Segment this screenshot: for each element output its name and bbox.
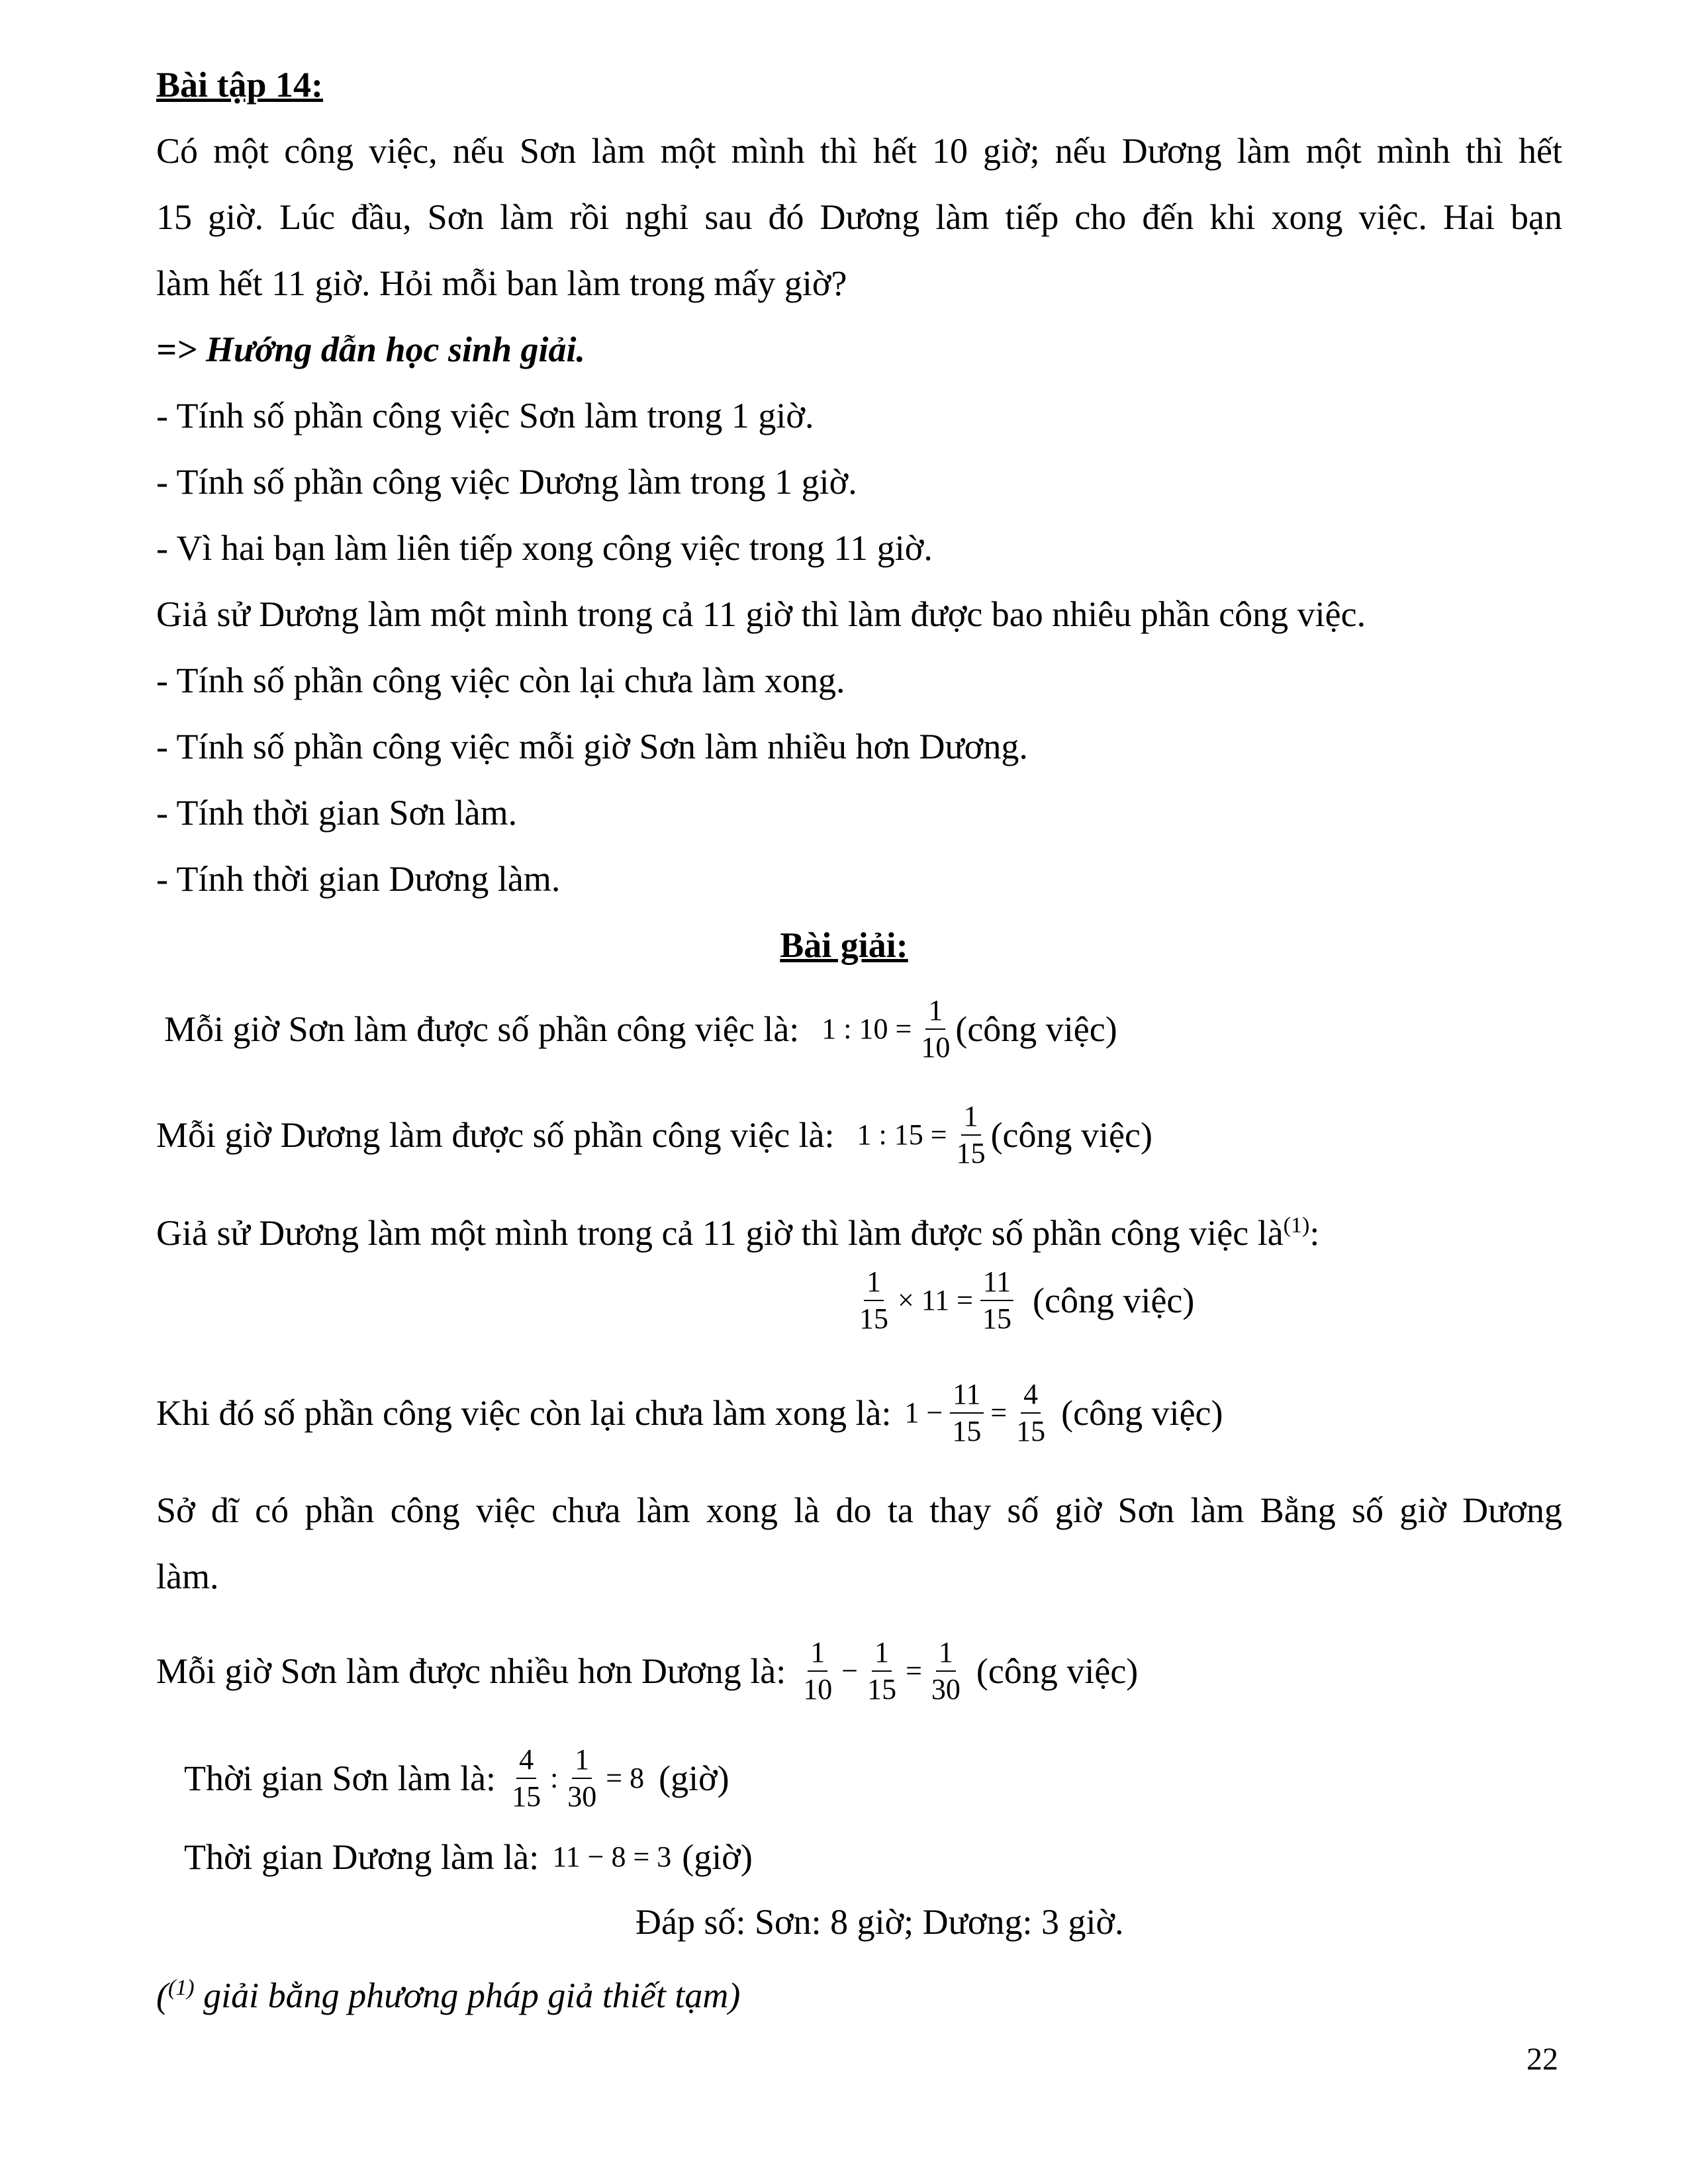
step-1-unit: (công việc) [955,1009,1117,1049]
problem-line-2: 15 giờ. Lúc đầu, Sơn làm rồi nghỉ sau đó Dương làm tiếp cho đến khi xong việc. Hai bạn [156,197,1562,237]
step-5-line-1: Sở dĩ có phần công việc chưa làm xong là do ta thay số giờ Sơn làm Bằng số giờ Dương [156,1490,1562,1530]
step-7-text: Thời gian Sơn làm là: [184,1758,496,1798]
step-3-text: Giả sử Dương làm một mình trong cả 11 giờ thì làm được số phần công việc là [156,1213,1284,1253]
step-7-result: = 8 [606,1762,645,1794]
fraction-numerator: 1 [925,993,945,1030]
step-1-text: Mỗi giờ Sơn làm được số phần công việc là: [164,1009,800,1049]
fraction-numerator: 11 [980,1264,1013,1301]
step-8-unit: (giờ) [682,1837,753,1877]
step-3-fraction-1 [857,1264,891,1337]
footnote-open: ( [156,1976,168,2015]
fraction-numerator: 1 [572,1742,592,1779]
fraction-denominator: 10 [921,1031,951,1064]
solution-heading: Bài giải: [780,925,908,965]
footnote [156,1967,740,2017]
fraction-numerator: 1 [864,1264,884,1301]
step-6-unit: (công việc) [976,1651,1139,1691]
guide-step: - Tính số phần công việc Dương làm trong 1 giờ. [156,462,857,502]
step-2-unit: (công việc) [990,1115,1152,1155]
guide-step: - Tính số phần công việc còn lại chưa làm xong. [156,660,845,700]
step-7-fraction-2 [565,1742,599,1815]
fraction-denominator: 30 [567,1780,597,1813]
fraction-numerator: 4 [516,1742,536,1779]
step-4-eq: = [990,1396,1008,1429]
step-2-text: Mỗi giờ Dương làm được số phần công việc là: [156,1115,835,1155]
fraction-numerator: 11 [950,1377,983,1414]
guide-step: Giả sử Dương làm một mình trong cả 11 giờ thì làm được bao nhiêu phần công việc. [156,594,1366,634]
exercise-title: Bài tập 14: [156,65,324,105]
step-6-minus: − [841,1655,859,1687]
step-6-fraction-2 [865,1635,899,1707]
solution-step-4 [156,1377,1223,1449]
guide-step: - Tính số phần công việc mỗi giờ Sơn làm nhiều hơn Dương. [156,727,1028,766]
fraction-denominator: 15 [982,1302,1011,1335]
problem-line-3: làm hết 11 giờ. Hỏi mỗi ban làm trong mấy giờ? [156,263,847,303]
solution-step-2 [156,1099,1152,1171]
solution-step-6 [156,1635,1138,1707]
footnote-marker: (1) [167,1976,195,2000]
guide-step: - Vì hai bạn làm liên tiếp xong công việc trong 11 giờ. [156,528,933,568]
step-3-mid: × 11 = [898,1284,973,1316]
step-8-expr: 11 − 8 = 3 [552,1840,672,1873]
step-8-text: Thời gian Dương làm là: [184,1837,539,1877]
step-2-expr: 1 : 15 = [857,1118,947,1151]
step-6-fraction-3 [929,1635,963,1707]
fraction-denominator: 10 [803,1673,833,1706]
solution-step-1 [164,993,1117,1066]
step-6-text: Mỗi giờ Sơn làm được nhiều hơn Dương là: [156,1651,786,1691]
step-1-expr: 1 : 10 = [821,1013,912,1045]
step-4-fraction-1 [949,1377,984,1449]
step-7-fraction-1 [509,1742,543,1815]
fraction-numerator: 1 [872,1635,892,1672]
footnote-text: giải bằng phương pháp giả thiết tạm) [194,1976,741,2015]
fraction-numerator: 1 [961,1099,981,1136]
step-6-eq: = [906,1655,922,1687]
fraction-denominator: 15 [1016,1415,1046,1447]
guide-step: - Tính thời gian Sơn làm. [156,793,518,833]
step-3-fraction-2 [980,1264,1014,1337]
fraction-denominator: 15 [956,1137,986,1169]
page-number: 22 [1526,2042,1558,2077]
step-7-unit: (giờ) [659,1758,729,1798]
step-4-pre: 1 − [904,1396,943,1429]
fraction-denominator: 15 [512,1780,541,1813]
fraction-numerator: 1 [808,1635,827,1672]
step-3-equation [854,1264,1194,1337]
fraction-denominator: 15 [952,1415,982,1447]
step-4-fraction-2 [1013,1377,1048,1449]
final-answer: Đáp số: Sơn: 8 giờ; Dương: 3 giờ. [635,1902,1124,1942]
fraction-denominator: 15 [859,1302,888,1335]
step-4-text: Khi đó số phần công việc còn lại chưa làm xong là: [156,1393,892,1433]
footnote-marker: (1) [1283,1213,1310,1238]
step-3-colon: : [1309,1213,1320,1253]
problem-line-1: Có một công việc, nếu Sơn làm một mình thì hết 10 giờ; nếu Dương làm một mình thì hết [156,131,1562,171]
step-4-unit: (công việc) [1061,1393,1223,1433]
fraction-numerator: 1 [936,1635,956,1672]
step-2-fraction [954,1099,988,1171]
step-3-unit: (công việc) [1033,1281,1195,1320]
step-1-fraction [918,993,953,1066]
fraction-denominator: 15 [867,1673,897,1706]
step-6-fraction-1 [800,1635,835,1707]
solution-step-8 [184,1832,753,1878]
guide-step: - Tính số phần công việc Sơn làm trong 1 giờ. [156,396,814,435]
fraction-numerator: 4 [1021,1377,1041,1414]
step-7-div: : [550,1762,559,1794]
solution-step-3 [156,1205,1319,1254]
guide-heading: => Hướng dẫn học sinh giải. [156,330,586,369]
step-5-line-2: làm. [156,1557,219,1596]
fraction-denominator: 30 [931,1673,961,1706]
solution-step-7 [184,1742,729,1815]
guide-step: - Tính thời gian Dương làm. [156,859,561,899]
